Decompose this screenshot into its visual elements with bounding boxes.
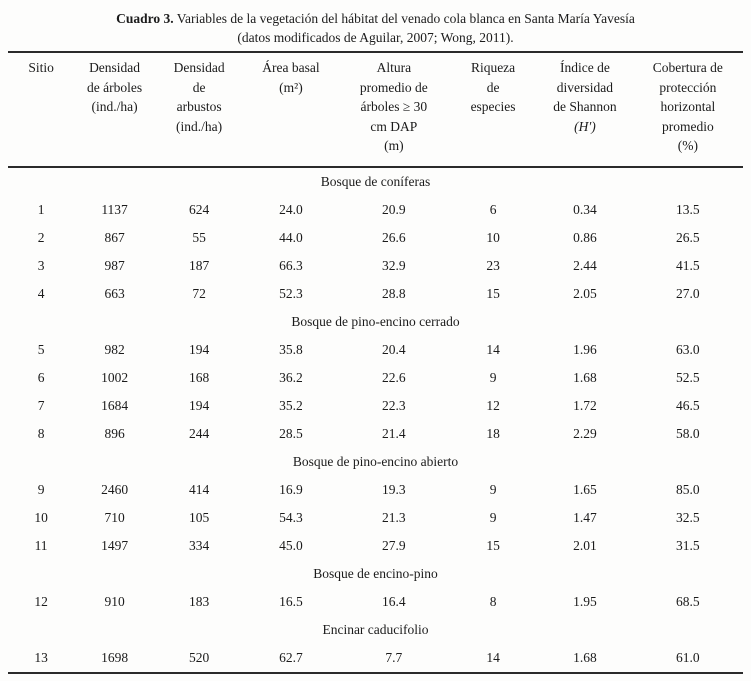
table-cell-sitio: 4	[37, 285, 45, 301]
table-row	[8, 644, 743, 673]
table-cell-sitio: 7	[37, 397, 45, 413]
table-cell-altura-promedio: 16.4	[382, 593, 406, 609]
table-row	[8, 224, 743, 252]
column-header-densidad-arbustos: Densidad de arbustos (ind./ha)	[173, 60, 225, 134]
table-cell-indice-shannon: 0.34	[573, 201, 597, 217]
column-header-sitio: Sitio	[28, 60, 54, 75]
table-header-row	[8, 52, 743, 167]
table-title-line1	[14, 9, 737, 28]
table-row	[8, 392, 743, 420]
table-cell-riqueza-especies: 9	[489, 369, 497, 385]
table-cell-indice-shannon: 1.95	[573, 593, 597, 609]
table-cell-cobertura-proteccion: 58.0	[676, 425, 700, 441]
table-cell-indice-shannon: 1.96	[573, 341, 597, 357]
table-cell-altura-promedio: 20.9	[382, 201, 406, 217]
table-cell-altura-promedio: 28.8	[382, 285, 406, 301]
table-cell-riqueza-especies: 15	[486, 537, 500, 553]
table-cell-densidad-arboles: 982	[104, 341, 125, 357]
table-cell-sitio: 5	[37, 341, 45, 357]
table-cell-densidad-arbustos: 334	[188, 537, 210, 553]
table-cell-riqueza-especies: 23	[486, 257, 500, 273]
table-cell-cobertura-proteccion: 61.0	[676, 649, 700, 665]
table-cell-densidad-arboles: 1684	[101, 397, 129, 413]
table-cell-cobertura-proteccion: 52.5	[676, 369, 700, 385]
table-cell-area-basal: 54.3	[279, 509, 303, 525]
table-cell-area-basal: 24.0	[279, 201, 303, 217]
table-cell-cobertura-proteccion: 46.5	[676, 397, 700, 413]
table-cell-riqueza-especies: 9	[489, 509, 497, 525]
table-cell-altura-promedio: 21.3	[382, 509, 406, 525]
table-cell-area-basal: 28.5	[279, 425, 303, 441]
column-header-cobertura-proteccion: Cobertura de protección horizontal promedio (%)	[652, 60, 723, 153]
table-body	[8, 167, 743, 673]
table-cell-sitio: 3	[37, 257, 45, 273]
table-cell-riqueza-especies: 14	[486, 649, 500, 665]
column-header-indice-shannon: Índice de diversidad de Shannon (H′)	[553, 60, 617, 134]
table-cell-indice-shannon: 1.68	[573, 649, 597, 665]
table-cell-altura-promedio: 27.9	[382, 537, 406, 553]
table-cell-densidad-arbustos: 414	[188, 481, 210, 497]
table-row	[8, 476, 743, 504]
table-cell-riqueza-especies: 14	[486, 341, 500, 357]
table-row	[8, 504, 743, 532]
table-cell-densidad-arboles: 896	[104, 425, 125, 441]
table-cell-densidad-arboles: 710	[104, 509, 125, 525]
table-cell-area-basal: 16.9	[279, 481, 303, 497]
group-header-row	[8, 167, 743, 196]
table-cell-densidad-arboles: 2460	[101, 481, 129, 497]
table-cell-indice-shannon: 2.05	[573, 285, 597, 301]
table-cell-indice-shannon: 1.47	[573, 509, 597, 525]
table-cell-area-basal: 35.2	[279, 397, 303, 413]
column-header-altura-promedio: Altura promedio de árboles ≥ 30 cm DAP (m)	[359, 60, 428, 153]
table-cell-densidad-arbustos: 194	[188, 397, 210, 413]
table-cell-densidad-arboles: 1002	[101, 369, 129, 385]
table-cell-cobertura-proteccion: 27.0	[676, 285, 700, 301]
table-row	[8, 364, 743, 392]
group-header-row	[8, 448, 743, 476]
group-header-label: Bosque de pino-encino cerrado	[291, 313, 460, 329]
table-cell-indice-shannon: 1.72	[573, 397, 597, 413]
table-cell-densidad-arboles: 1137	[101, 201, 128, 217]
table-cell-riqueza-especies: 8	[489, 593, 497, 609]
table-row	[8, 420, 743, 448]
table-cell-densidad-arbustos: 187	[188, 257, 210, 273]
table-title-label: Cuadro 3.	[116, 11, 174, 26]
vegetation-table	[8, 51, 743, 674]
table-cell-sitio: 12	[34, 593, 48, 609]
table-cell-altura-promedio: 19.3	[382, 481, 406, 497]
table-cell-sitio: 6	[37, 369, 45, 385]
table-cell-indice-shannon: 0.86	[573, 229, 597, 245]
column-header-riqueza-especies: Riqueza de especies	[470, 60, 516, 114]
table-cell-riqueza-especies: 15	[486, 285, 500, 301]
table-cell-densidad-arbustos: 624	[188, 201, 210, 217]
table-cell-densidad-arbustos: 55	[192, 229, 206, 245]
table-cell-sitio: 2	[37, 229, 45, 245]
table-cell-densidad-arbustos: 105	[188, 509, 210, 525]
table-cell-densidad-arboles: 987	[104, 257, 125, 273]
table-cell-sitio: 10	[34, 509, 48, 525]
table-cell-cobertura-proteccion: 63.0	[676, 341, 700, 357]
group-header-label: Bosque de encino-pino	[313, 565, 438, 581]
table-cell-altura-promedio: 21.4	[382, 425, 406, 441]
table-cell-area-basal: 66.3	[279, 257, 303, 273]
table-cell-indice-shannon: 1.65	[573, 481, 597, 497]
table-row	[8, 532, 743, 560]
table-cell-cobertura-proteccion: 26.5	[676, 229, 700, 245]
table-cell-area-basal: 45.0	[279, 537, 303, 553]
table-cell-sitio: 9	[37, 481, 45, 497]
table-cell-riqueza-especies: 12	[486, 397, 500, 413]
table-cell-area-basal: 62.7	[279, 649, 303, 665]
table-cell-densidad-arboles: 1497	[101, 537, 129, 553]
table-cell-riqueza-especies: 6	[489, 201, 497, 217]
table-row	[8, 588, 743, 616]
group-header-label: Bosque de pino-encino abierto	[292, 453, 459, 469]
table-cell-area-basal: 44.0	[279, 229, 303, 245]
table-cell-densidad-arbustos: 183	[188, 593, 210, 609]
table-cell-densidad-arbustos: 520	[188, 649, 210, 665]
table-cell-riqueza-especies: 18	[486, 425, 500, 441]
table-cell-altura-promedio: 7.7	[385, 649, 403, 665]
table-cell-cobertura-proteccion: 32.5	[676, 509, 700, 525]
table-title	[14, 9, 737, 47]
table-cell-area-basal: 16.5	[279, 593, 303, 609]
table-cell-altura-promedio: 32.9	[382, 257, 406, 273]
table-cell-altura-promedio: 22.3	[382, 397, 406, 413]
group-header-row	[8, 308, 743, 336]
table-cell-densidad-arbustos: 168	[188, 369, 210, 385]
table-cell-altura-promedio: 26.6	[382, 229, 406, 245]
group-header-row	[8, 616, 743, 644]
table-cell-densidad-arboles: 663	[104, 285, 125, 301]
table-cell-area-basal: 35.8	[279, 341, 303, 357]
table-cell-densidad-arbustos: 194	[188, 341, 210, 357]
column-header-area-basal: Área basal (m²)	[262, 60, 320, 95]
table-cell-indice-shannon: 1.68	[573, 369, 597, 385]
table-cell-sitio: 8	[37, 425, 45, 441]
table-cell-densidad-arboles: 910	[104, 593, 125, 609]
table-cell-cobertura-proteccion: 31.5	[676, 537, 700, 553]
table-cell-densidad-arbustos: 72	[192, 285, 206, 301]
table-cell-altura-promedio: 22.6	[382, 369, 406, 385]
table-cell-indice-shannon: 2.29	[573, 425, 597, 441]
group-header-row	[8, 560, 743, 588]
table-cell-cobertura-proteccion: 85.0	[676, 481, 700, 497]
table-cell-altura-promedio: 20.4	[382, 341, 406, 357]
table-cell-sitio: 13	[34, 649, 48, 665]
table-row	[8, 196, 743, 224]
column-header-densidad-arboles: Densidad de árboles (ind./ha)	[87, 60, 143, 114]
table-cell-area-basal: 36.2	[279, 369, 303, 385]
table-cell-densidad-arbustos: 244	[188, 425, 210, 441]
table-row	[8, 336, 743, 364]
table-title-line2: (datos modificados de Aguilar, 2007; Wong, 2011).	[237, 30, 514, 45]
table-cell-sitio: 11	[34, 537, 48, 553]
table-row	[8, 280, 743, 308]
table-title-text: Variables de la vegetación del hábitat del venado cola blanca en Santa María Yavesía	[176, 11, 635, 26]
table-cell-densidad-arboles: 1698	[101, 649, 129, 665]
table-cell-cobertura-proteccion: 68.5	[676, 593, 700, 609]
table-cell-riqueza-especies: 9	[489, 481, 497, 497]
table-cell-area-basal: 52.3	[279, 285, 303, 301]
group-header-label: Encinar caducifolio	[322, 621, 429, 637]
table-cell-cobertura-proteccion: 13.5	[676, 201, 700, 217]
table-cell-indice-shannon: 2.01	[573, 537, 597, 553]
table-cell-densidad-arboles: 867	[104, 229, 125, 245]
table-cell-indice-shannon: 2.44	[573, 257, 597, 273]
group-header-label: Bosque de coníferas	[320, 173, 431, 189]
table-cell-sitio: 1	[37, 201, 45, 217]
table-cell-cobertura-proteccion: 41.5	[676, 257, 700, 273]
table-row	[8, 252, 743, 280]
table-cell-riqueza-especies: 10	[486, 229, 500, 245]
